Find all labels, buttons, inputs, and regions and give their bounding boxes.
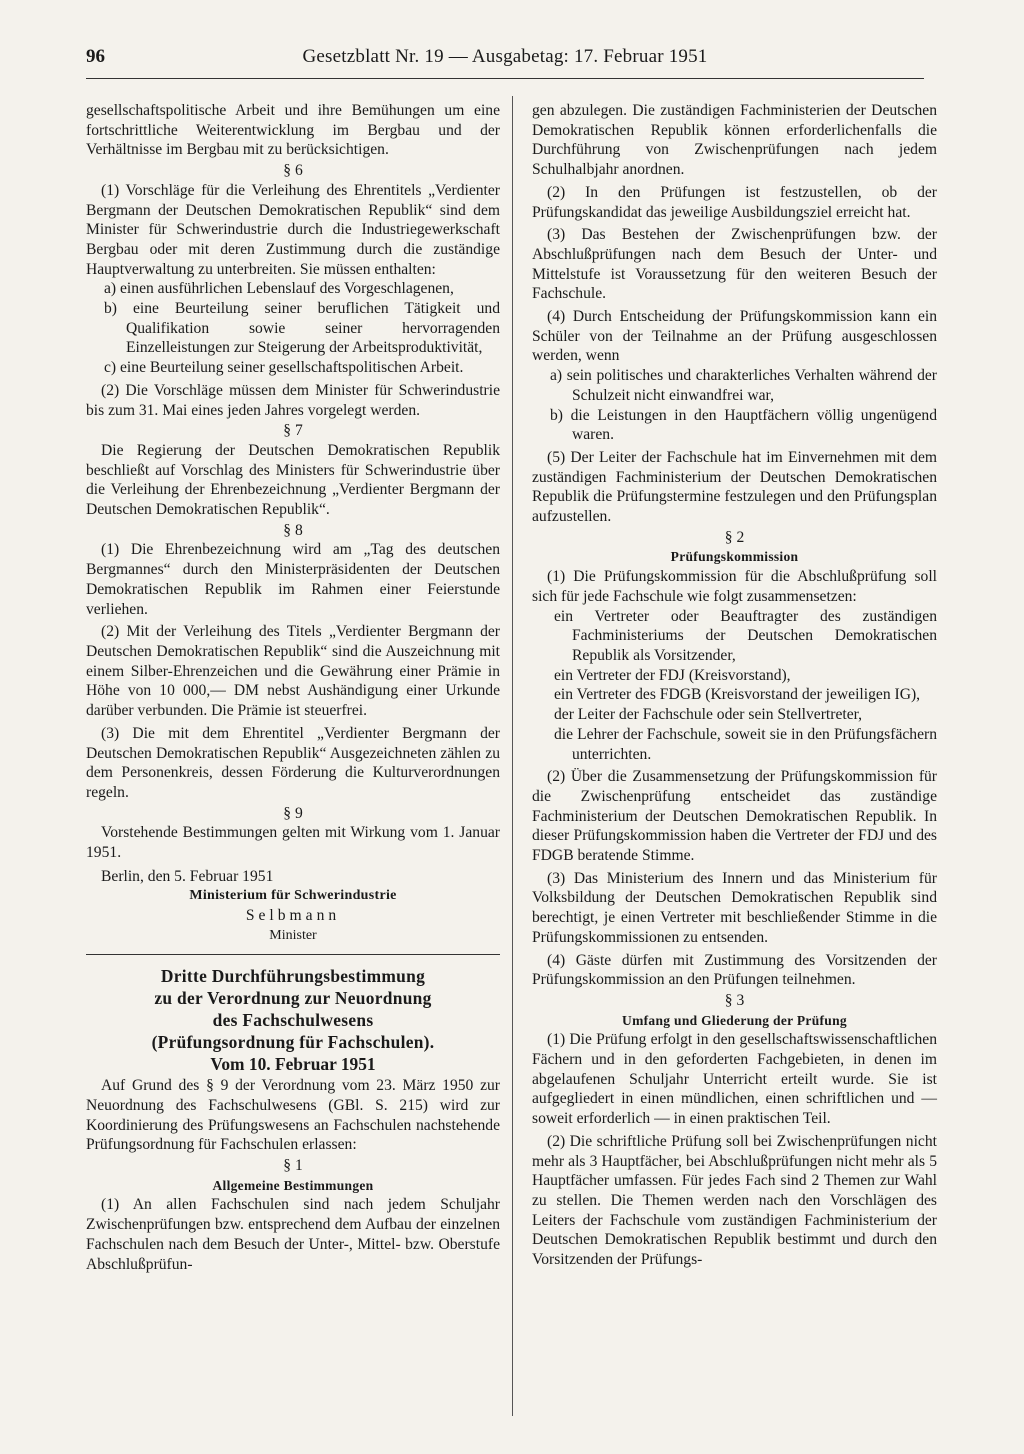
document-title xyxy=(86,965,500,1053)
section-6-para-1: (1) Vorschläge für die Verleihung des Ehrentitels „Verdienter Bergmann der Deutschen Demokratischen Republik“ sind dem Minister für Schwerindustrie durch die Industriegewerkschaft Bergbau oder mit deren Zustimmung durch die zuständige Hauptverwaltung zu unterbreiten. Sie müssen enthalten: xyxy=(86,181,500,278)
document-title-line: (Prüfungsordnung für Fachschulen). xyxy=(151,1031,435,1052)
signature-role: Minister xyxy=(269,927,317,943)
signature-place-date: Berlin, den 5. Februar 1951 xyxy=(101,867,274,885)
document-title-line: des Fachschulwesens xyxy=(212,1009,374,1030)
commission-member: ein Vertreter der FDJ (Kreisvorstand), xyxy=(554,666,791,684)
document-separator xyxy=(86,954,500,955)
section-6-para-2: (2) Die Vorschläge müssen dem Minister für Schwerindustrie bis zum 31. Mai eines jeden Jahres vorgelegt werden. xyxy=(86,381,500,419)
signature-name: Selbmann xyxy=(245,907,341,925)
section-2-subheading: Prüfungskommission xyxy=(670,549,799,565)
section-1-para-5: (5) Der Leiter der Fachschule hat im Einvernehmen mit dem zuständigen Fachministerium der Deutschen Demokratischen Republik die Prüfungstermine festzulegen und den Prüfungsplan aufzustellen. xyxy=(532,448,937,526)
section-1-item-b: b) die Leistungen in den Hauptfächern völlig ungenügend waren. xyxy=(550,406,937,444)
document-title-line: Dritte Durchführungsbestimmung xyxy=(160,965,426,986)
section-8-heading: § 8 xyxy=(283,521,303,539)
commission-member: ein Vertreter oder Beauftragter des zuständigen Fachministeriums der Deutschen Demokratischen Republik als Vorsitzender, xyxy=(554,607,937,664)
section-3-para-2: (2) Die schriftliche Prüfung soll bei Zwischenprüfungen nicht mehr als 3 Hauptfächer, bei Abschlußprüfungen nicht mehr als 5 Hauptfächer umfassen. Für jedes Fach sind 2 Themen zur Wahl zu stellen. Die Themen werden nach den Vorschlägen des Leiters der Fachschule vom zuständigen Fachministerium der Deutschen Demokratischen Republik bestimmt und durch den Vorsitzenden der Prüfungs- xyxy=(532,1132,937,1269)
commission-member: die Lehrer der Fachschule, soweit sie in den Prüfungsfächern unterrichten. xyxy=(554,725,937,763)
section-3-para-1: (1) Die Prüfung erfolgt in den gesellschaftswissenschaftlichen Fächern und in den geforderten Fachgebieten, in denen im abgelaufenen Schuljahr Unterricht erteilt wurde. Sie ist aufgegliedert in einen mündlichen, einen schriftlichen und — soweit erforderlich — in einen praktischen Teil. xyxy=(532,1031,937,1128)
section-8-para-2: (2) Mit der Verleihung des Titels „Verdienter Bergmann der Deutschen Demokratischen Republik“ sind die Auszeichnung mit einem Silber-Ehrenzeichen und die Gewährung einer Prämie in Höhe von 10 000,— DM nebst Aushändigung einer Urkunde darüber verbunden. Die Prämie ist steuerfrei. xyxy=(86,623,500,720)
right-column xyxy=(532,101,937,1270)
section-1-subheading: Allgemeine Bestimmungen xyxy=(212,1177,374,1193)
section-1-para-2: (2) In den Prüfungen ist festzustellen, ob der Prüfungskandidat das jeweilige Ausbildungsziel erreicht hat. xyxy=(532,183,937,221)
section-2-para-1: (1) Die Prüfungskommission für die Abschlußprüfung soll sich für jede Fachschule wie folgt zusammensetzen: xyxy=(532,568,937,605)
page-number: 96 xyxy=(86,46,105,67)
section-6-heading: § 6 xyxy=(283,162,303,180)
section-1-item-a: a) sein politisches und charakterliches Verhalten während der Schulzeit nicht einwandfrei war, xyxy=(550,367,937,404)
section-1-para-3: (3) Das Bestehen der Zwischenprüfungen bzw. der Abschlußprüfungen nach dem Besuch der Unter- und Mittelstufe ist Voraussetzung für den weiteren Besuch der Fachschule. xyxy=(532,226,937,303)
section-8-para-1: (1) Die Ehrenbezeichnung wird am „Tag des deutschen Bergmannes“ durch den Ministerpräsidenten der Deutschen Demokratischen Republik im Rahmen einer Feierstunde verliehen. xyxy=(86,541,500,618)
section-1-para-1: (1) An allen Fachschulen sind nach jedem Schuljahr Zwischenprüfungen bzw. entsprechend dem Aufbau der einzelnen Fachschulen nach dem Besuch der Unter-, Mittel- bzw. Oberstufe Abschlußprüfun- xyxy=(86,1196,500,1273)
section-7-para-1: Die Regierung der Deutschen Demokratischen Republik beschließt auf Vorschlag des Ministers für Schwerindustrie über die Verleihung der Ehrenbezeichnung „Verdienter Bergmann der Deutschen Demokratischen Republik“. xyxy=(86,441,500,519)
section-3-heading: § 3 xyxy=(724,991,745,1009)
section-1-para-1-continued: gen abzulegen. Die zuständigen Fachministerien der Deutschen Demokratischen Republik können erforderlichenfalls die Durchführung von Zwischenprüfungen nach jedem Schulhalbjahr anordnen. xyxy=(532,102,937,179)
commission-member: ein Vertreter des FDGB (Kreisvorstand der jeweiligen IG), xyxy=(554,686,921,704)
section-1-heading: § 1 xyxy=(283,1157,303,1175)
section-2-para-3: (3) Das Ministerium des Innern und das Ministerium für Volksbildung der Deutschen Demokratischen Republik sind berechtigt, je einen Vertreter mit beschließender Stimme in die Prüfungskommissionen zu entsenden. xyxy=(532,869,937,946)
section-7-heading: § 7 xyxy=(283,422,303,440)
column-divider xyxy=(512,96,513,1416)
section-6-item-b: b) eine Beurteilung seiner beruflichen Tätigkeit und Qualifikation sowie seiner hervorragenden Einzelleistungen zur Steigerung der Arbeitsproduktivität, xyxy=(104,300,500,357)
signature-ministry: Ministerium für Schwerindustrie xyxy=(189,888,397,904)
section-1-para-4: (4) Durch Entscheidung der Prüfungskommission kann ein Schüler von der Teilnahme an der Prüfung ausgeschlossen werden, wenn xyxy=(532,308,937,365)
carryover-paragraph: gesellschaftspolitische Arbeit und ihre Bemühungen um eine fortschrittliche Weiterentwicklung im Bergbau und der Verhältnisse im Bergbau mit zu berücksichtigen. xyxy=(86,102,500,159)
preamble-paragraph: Auf Grund des § 9 der Verordnung vom 23. März 1950 zur Neuordnung des Fachschulwesens (GBl. S. 215) wird zur Koordinierung des Prüfungswesens an Fachschulen nachstehende Prüfungsordnung für Fachschulen erlassen: xyxy=(86,1077,500,1154)
section-2-para-4: (4) Gäste dürfen mit Zustimmung des Vorsitzenden der Prüfungskommission an den Prüfungen teilnehmen. xyxy=(532,951,937,989)
commission-member: der Leiter der Fachschule oder sein Stellvertreter, xyxy=(554,706,863,724)
section-6-item-c: c) eine Beurteilung seiner gesellschaftspolitischen Arbeit. xyxy=(104,359,464,377)
document-title-line: zu der Verordnung zur Neuordnung xyxy=(154,987,432,1008)
section-6-item-a: a) einen ausführlichen Lebenslauf des Vorgeschlagenen, xyxy=(104,280,454,298)
document-date: Vom 10. Februar 1951 xyxy=(210,1053,376,1074)
left-column xyxy=(86,101,500,1274)
section-2-para-2: (2) Über die Zusammensetzung der Prüfungskommission für die Zwischenprüfung entscheidet das zuständige Fachministerium der Deutschen Demokratischen Republik. In dieser Prüfungskommission haben die Vertreter der FDJ und des FDGB beratende Stimme. xyxy=(532,768,937,865)
section-8-para-3: (3) Die mit dem Ehrentitel „Verdienter Bergmann der Deutschen Demokratischen Republik“ Ausgezeichneten zählen zu dem Personenkreis, dessen Förderung die Kulturverordnungen regeln. xyxy=(86,724,500,801)
running-title: Gesetzblatt Nr. 19 — Ausgabetag: 17. Februar 1951 xyxy=(302,46,708,67)
section-3-subheading: Umfang und Gliederung der Prüfung xyxy=(622,1012,847,1028)
section-9-para-1: Vorstehende Bestimmungen gelten mit Wirkung vom 1. Januar 1951. xyxy=(86,824,500,862)
section-9-heading: § 9 xyxy=(283,804,303,822)
page-header xyxy=(86,44,924,79)
section-2-heading: § 2 xyxy=(724,528,745,546)
